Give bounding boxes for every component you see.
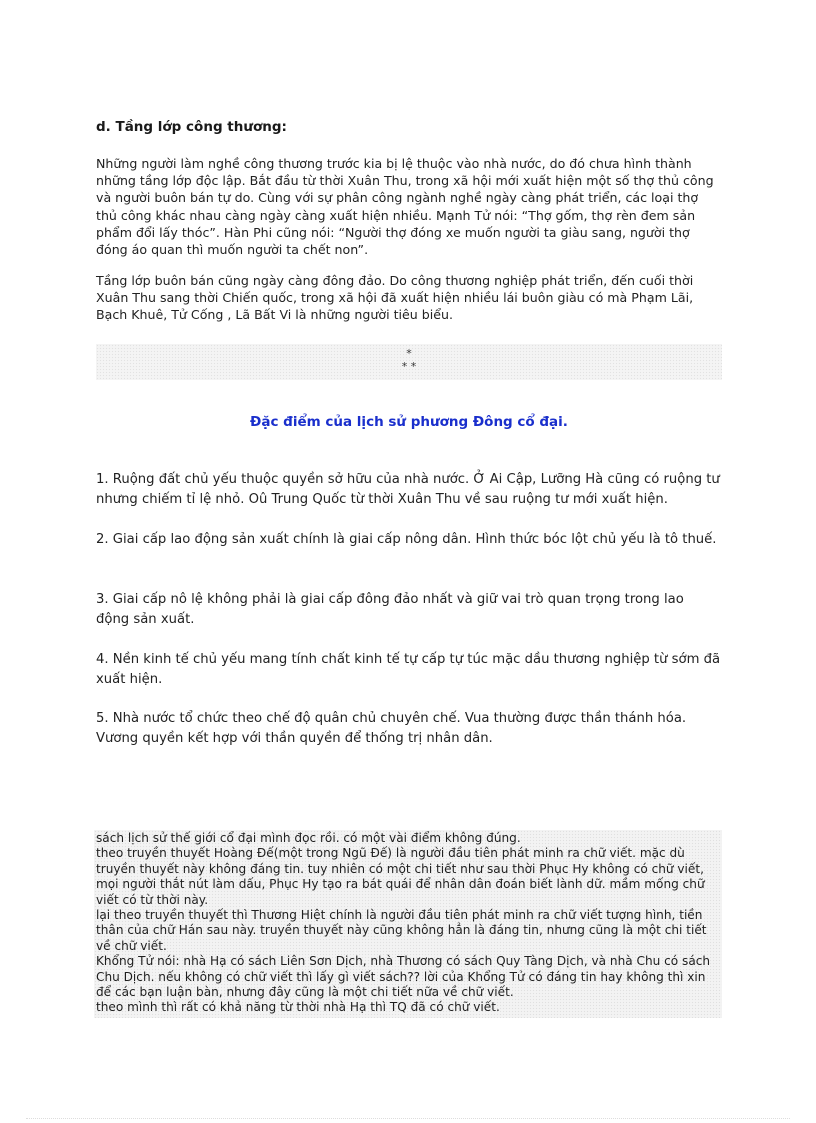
- page-bottom-divider: [26, 1118, 790, 1120]
- divider-star-line-2: * *: [401, 360, 417, 373]
- characteristics-title: Đặc điểm của lịch sử phương Đông cổ đại.: [250, 414, 568, 430]
- characteristic-item-2: 2. Giai cấp lao động sản xuất chính là giai cấp nông dân. Hình thức bóc lột chủ yếu là tô thuế.: [96, 532, 717, 547]
- comment-line-5: theo mình thì rất có khả năng từ thời nhà Hạ thì TQ đã có chữ viết.: [96, 1000, 500, 1015]
- section-d-heading: d. Tầng lớp công thương:: [96, 119, 287, 135]
- comment-line-2: theo truyền thuyết Hoàng Đế(một trong Ngũ Đế) là người đầu tiên phát minh ra chữ viết. mặc dù truyền thuyết này không đáng tin. tuy nhiên có một chi tiết như sau thời Phục Hy không có chữ viết, mọi người thắt nút làm dấu, Phục Hy tạo ra bát quái để nhân dân đoán biết lành dữ. mầm mống chữ viết có từ thời này.: [96, 846, 705, 907]
- characteristic-item-1: 1. Ruộng đất chủ yếu thuộc quyền sở hữu của nhà nước. Ở Ai Cập, Lưỡng Hà cũng có ruộng tư nhưng chiếm tỉ lệ nhỏ. Oû Trung Quốc từ thời Xuân Thu về sau ruộng tư mới xuất hiện.: [96, 472, 720, 507]
- comment-line-3: lại theo truyền thuyết thì Thương Hiệt chính là người đầu tiên phát minh ra chữ viết tượng hình, tiền thân của chữ Hán sau này. truyền thuyết này cũng không hẳn là đáng tin, nhưng cũng là một chi tiết về chữ viết.: [96, 908, 707, 953]
- comment-line-1: sách lịch sử thế giới cổ đại mình đọc rồi. có một vài điểm không đúng.: [96, 831, 521, 845]
- star-divider: [96, 344, 722, 380]
- characteristic-item-3: 3. Giai cấp nô lệ không phải là giai cấp đông đảo nhất và giữ vai trò quan trọng trong lao động sản xuất.: [96, 592, 684, 627]
- characteristic-item-4: 4. Nền kinh tế chủ yếu mang tính chất kinh tế tự cấp tự túc mặc dầu thương nghiệp từ sớm đã xuất hiện.: [96, 652, 721, 687]
- characteristic-item-5: 5. Nhà nước tổ chức theo chế độ quân chủ chuyên chế. Vua thường được thần thánh hóa. Vương quyền kết hợp với thần quyền để thống trị nhân dân.: [96, 711, 687, 746]
- comment-line-4: Khổng Tử nói: nhà Hạ có sách Liên Sơn Dịch, nhà Thương có sách Quy Tàng Dịch, và nhà Chu có sách Chu Dịch. nếu không có chữ viết thì lấy gì viết sách?? lời của Khổng Tử có đáng tin hay không thì xin để các bạn luận bàn, nhưng đây cũng là một chi tiết nữa về chữ viết.: [96, 954, 711, 1000]
- paragraph-craftsmen: Những người làm nghề công thương trước kia bị lệ thuộc vào nhà nước, do đó chưa hình thành những tầng lớp độc lập. Bắt đầu từ thời Xuân Thu, trong xã hội mới xuất hiện một số thợ thủ công và người buôn bán tự do. Cùng với sự phân công ngành nghề ngày càng phát triển, các loại thợ thủ công khác nhau càng ngày càng xuất hiện nhiều. Mạnh Tử nói: “Thợ gốm, thợ rèn đem sản phẩm đổi lấy thóc”. Hàn Phi cũng nói: “Người thợ đóng xe muốn người ta giàu sang, người thợ đóng áo quan thì muốn người ta chết non”.: [96, 156, 714, 258]
- comment-text: [94, 830, 722, 1016]
- divider-star-line-1: *: [406, 347, 412, 360]
- comment-box: [94, 830, 722, 1018]
- paragraph-merchants: Tầng lớp buôn bán cũng ngày càng đông đảo. Do công thương nghiệp phát triển, đến cuối thời Xuân Thu sang thời Chiến quốc, trong xã hội đã xuất hiện nhiều lái buôn giàu có mà Phạm Lãi, Bạch Khuê, Tử Cống , Lã Bất Vi là những người tiêu biểu.: [96, 273, 694, 323]
